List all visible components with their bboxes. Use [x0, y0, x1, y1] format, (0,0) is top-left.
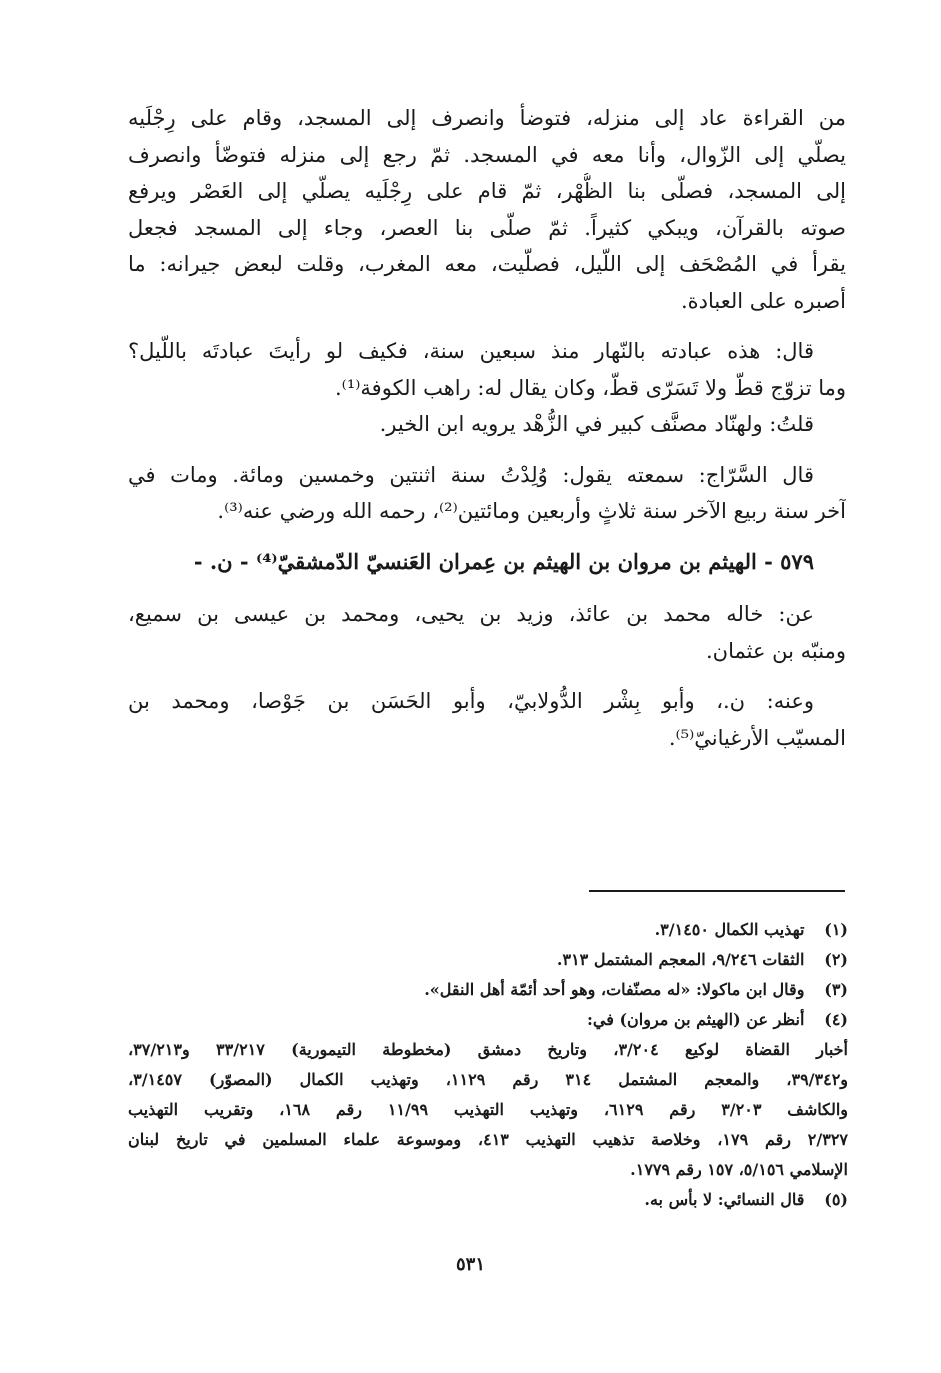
footnote-3 [128, 975, 848, 1005]
footnote-4-line: والكاشف ٣/٢٠٣ رقم ٦١٢٩، وتهذيب التهذيب ١١/٩٩ رقم ١٦٨، وتقريب التهذيب [128, 1100, 848, 1119]
footnote-4-line: الإسلامي ٥/١٥٦، ١٥٧ رقم ١٧٧٩. [630, 1160, 848, 1179]
footnote-4-line: و٣٩/٣٤٢، والمعجم المشتمل ٣١٤ رقم ١١٢٩، وتهذيب الكمال (المصوّر) ٣/١٤٥٧، [128, 1070, 848, 1089]
paragraph-4 [128, 457, 846, 530]
footnote-1 [128, 915, 848, 945]
text-line: يقرأ في المُصْحَف إلى اللّيل، فصلّيت، معه المغرب، وقلت لبعض جيرانه: ما [128, 252, 846, 276]
footnote-text: الثقات ٩/٢٤٦، المعجم المشتمل ٣١٣. [556, 950, 805, 969]
text-line: آخر سنة ربيع الآخر سنة ثلاثٍ وأربعين ومائتين⁽²⁾، رحمه الله ورضي عنه⁽³⁾. [217, 499, 846, 523]
footnote-number: (٢) [824, 950, 848, 969]
footnote-4-line: ٢/٣٢٧ رقم ١٧٩، وخلاصة تذهيب التهذيب ٤١٣، وموسوعة علماء المسلمين في تاريخ لبنان [128, 1130, 848, 1149]
footnote-text: أنظر عن (الهيثم بن مروان) في: [587, 1010, 805, 1029]
footnote-number: (٥) [824, 1190, 848, 1209]
footnote-2 [128, 945, 848, 975]
footnote-text: وقال ابن ماكولا: «له مصنّفات، وهو أحد أئمّة أهل النقل». [424, 980, 805, 999]
paragraph-5 [128, 596, 846, 669]
paragraph-1 [128, 100, 846, 319]
footnote-text: قال النسائي: لا بأس به. [644, 1190, 805, 1209]
footnote-text: تهذيب الكمال ٣/١٤٥٠. [654, 920, 805, 939]
text-line: المسيّب الأرغيانيّ⁽⁵⁾. [668, 725, 846, 750]
footnote-number: (٣) [824, 980, 848, 999]
main-text [128, 100, 846, 770]
footnote-separator [589, 890, 845, 892]
text-line: وعنه: ن.، وأبو بِشْر الدُّولابيّ، وأبو الحَسَن بن جَوْصا، ومحمد بن [128, 689, 814, 713]
entry-heading: ٥٧٩ - الهيثم بن مروان بن الهيثم بن عِمران العَنسيّ الدّمشقيّ⁽⁴⁾ - ن. - [193, 548, 814, 574]
paragraph-6 [128, 683, 846, 756]
text-line: من القراءة عاد إلى منزله، فتوضأ وانصرف إلى المسجد، وقام على رِجْلَيه [128, 106, 846, 130]
footnote-number: (٤) [824, 1010, 848, 1029]
text-line: وما تزوّج قطّ ولا تَسَرّى قطّ، وكان يقال له: راهب الكوفة⁽¹⁾. [335, 375, 846, 400]
text-line: قال السَّرّاج: سمعته يقول: وُلِدْتُ سنة اثنتين وخمسين ومائة. ومات في [128, 462, 814, 487]
text-line: إلى المسجد، فصلّى بنا الظُّهْر، ثمّ قام على رِجْلَيه يصلّي إلى العَصْر ويرفع [128, 179, 846, 203]
text-line: قلتُ: ولهنّاد مصنَّف كبير في الزُّهْد يرويه ابن الخير. [379, 412, 814, 436]
text-line: يصلّي إلى الزّوال، وأنا معه في المسجد. ثمّ رجع إلى منزله فتوضّأ وانصرف [128, 142, 846, 167]
text-line: ومنبّه بن عثمان. [705, 638, 846, 663]
text-line: عن: خاله محمد بن عائذ، وزيد بن يحيى، ومحمد بن عيسى بن سميع، [128, 602, 814, 626]
page-number: ٥٣١ [455, 1254, 485, 1275]
text-line: صوته بالقرآن، ويبكي كثيراً. ثمّ صلّى بنا العصر، وجاء إلى المسجد فجعل [128, 215, 846, 240]
paragraph-2 [128, 333, 846, 406]
text-line: أصبره على العبادة. [680, 288, 846, 313]
footnote-number: (١) [824, 920, 848, 939]
footnote-4-line: أخبار القضاة لوكيع ٣/٢٠٤، وتاريخ دمشق (مخطوطة التيمورية) ٣٣/٢١٧ و٣٧/٢١٣، [128, 1040, 848, 1059]
footnote-5 [128, 1185, 848, 1215]
text-line: قال: هذه عبادته بالنّهار منذ سبعين سنة، فكيف لو رأيتَ عبادتَه باللّيل؟ [128, 339, 814, 363]
paragraph-3 [128, 406, 846, 443]
footnotes [128, 915, 848, 1215]
footnote-4 [128, 1005, 848, 1035]
